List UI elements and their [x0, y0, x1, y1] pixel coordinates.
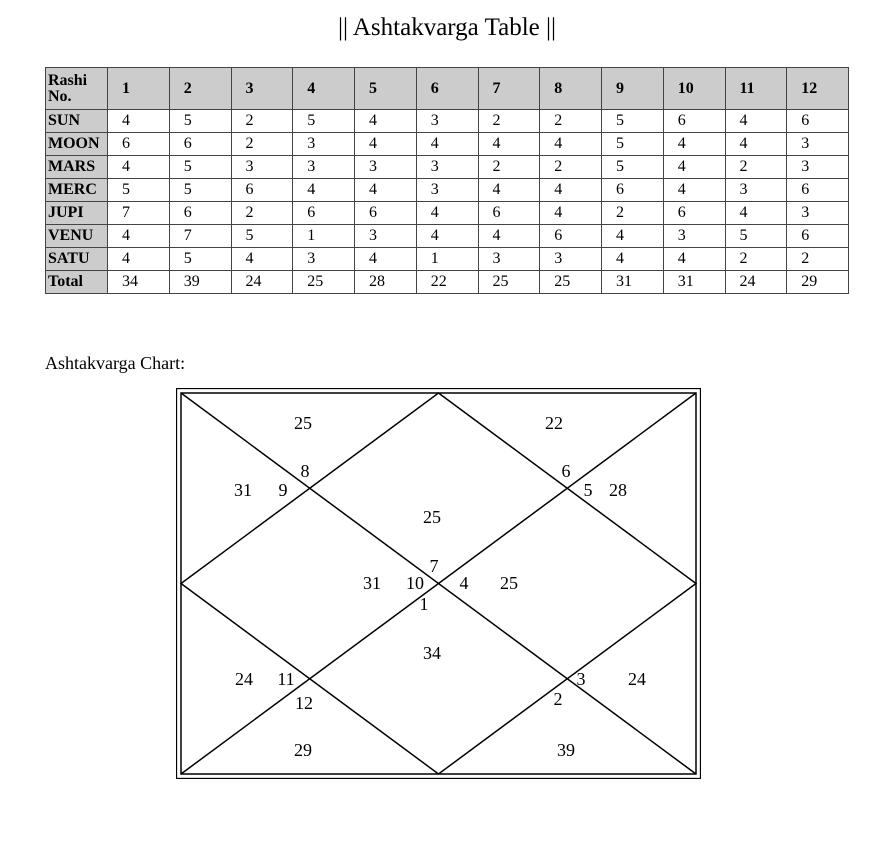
- house-rashi-number: 4: [459, 573, 469, 593]
- house-rashi-number: 6: [561, 461, 571, 481]
- table-cell: 3: [787, 133, 849, 156]
- table-cell: 4: [663, 179, 725, 202]
- row-planet-label: SATU: [46, 248, 108, 271]
- table-cell: 4: [725, 133, 787, 156]
- header-col: 2: [169, 68, 231, 110]
- table-cell: 31: [602, 271, 664, 294]
- table-cell: 3: [231, 156, 293, 179]
- table-cell: 6: [663, 110, 725, 133]
- table-cell: 4: [355, 110, 417, 133]
- table-cell: 6: [478, 202, 540, 225]
- table-cell: 2: [787, 248, 849, 271]
- house-rashi-number: 10: [406, 573, 424, 593]
- table-cell: 2: [725, 248, 787, 271]
- table-cell: 6: [540, 225, 602, 248]
- header-col: 4: [293, 68, 355, 110]
- table-row: [46, 225, 849, 248]
- table-cell: 7: [108, 202, 170, 225]
- page-title: || Ashtakvarga Table ||: [338, 14, 556, 41]
- table-cell: 28: [355, 271, 417, 294]
- table-cell: 5: [169, 110, 231, 133]
- table-cell: 2: [231, 133, 293, 156]
- table-cell: 5: [602, 156, 664, 179]
- table-cell: 4: [231, 248, 293, 271]
- table-cell: 6: [169, 202, 231, 225]
- table-row: [46, 271, 849, 294]
- table-cell: 6: [355, 202, 417, 225]
- header-col: 12: [787, 68, 849, 110]
- table-cell: 3: [663, 225, 725, 248]
- table-cell: 4: [602, 248, 664, 271]
- table-cell: 22: [416, 271, 478, 294]
- table-cell: 2: [478, 110, 540, 133]
- table-cell: 2: [478, 156, 540, 179]
- table-cell: 6: [231, 179, 293, 202]
- row-planet-label: MOON: [46, 133, 108, 156]
- row-planet-label: SUN: [46, 110, 108, 133]
- table-cell: 4: [663, 156, 725, 179]
- header-col: 9: [602, 68, 664, 110]
- house-rashi-number: 7: [429, 556, 439, 576]
- table-cell: 2: [231, 110, 293, 133]
- house-total: 22: [545, 413, 563, 433]
- ashtakvarga-chart: [176, 388, 701, 779]
- house-total: 28: [609, 480, 627, 500]
- house-rashi-number: 5: [583, 480, 593, 500]
- house-total: 34: [423, 643, 441, 663]
- house-rashi-number: 3: [576, 669, 586, 689]
- table-cell: 1: [416, 248, 478, 271]
- table-cell: 4: [725, 110, 787, 133]
- table-cell: 3: [725, 179, 787, 202]
- house-total: 25: [294, 413, 312, 433]
- table-cell: 4: [540, 202, 602, 225]
- table-cell: 6: [787, 110, 849, 133]
- table-cell: 2: [725, 156, 787, 179]
- house-rashi-number: 2: [553, 689, 563, 709]
- table-cell: 4: [108, 225, 170, 248]
- table-cell: 5: [725, 225, 787, 248]
- table-cell: 5: [169, 179, 231, 202]
- table-cell: 39: [169, 271, 231, 294]
- table-cell: 29: [787, 271, 849, 294]
- table-cell: 4: [663, 248, 725, 271]
- table-cell: 4: [416, 225, 478, 248]
- table-cell: 1: [293, 225, 355, 248]
- table-row: [46, 202, 849, 225]
- table-cell: 4: [663, 133, 725, 156]
- house-total: 24: [628, 669, 646, 689]
- table-cell: 25: [478, 271, 540, 294]
- header-col: 8: [540, 68, 602, 110]
- table-cell: 6: [787, 179, 849, 202]
- table-cell: 2: [602, 202, 664, 225]
- table-row: [46, 156, 849, 179]
- table-cell: 4: [108, 156, 170, 179]
- table-cell: 5: [169, 248, 231, 271]
- table-cell: 3: [293, 156, 355, 179]
- table-cell: 34: [108, 271, 170, 294]
- row-planet-label: JUPI: [46, 202, 108, 225]
- table-cell: 3: [416, 110, 478, 133]
- table-cell: 3: [478, 248, 540, 271]
- house-rashi-number: 12: [295, 693, 313, 713]
- house-total: 29: [294, 740, 312, 760]
- table-cell: 5: [602, 133, 664, 156]
- table-cell: 6: [108, 133, 170, 156]
- table-cell: 4: [540, 133, 602, 156]
- header-col: 3: [231, 68, 293, 110]
- table-header-row: [46, 68, 849, 110]
- header-col: 1: [108, 68, 170, 110]
- table-row: [46, 133, 849, 156]
- table-cell: 4: [355, 179, 417, 202]
- table-cell: 3: [787, 202, 849, 225]
- table-cell: 6: [787, 225, 849, 248]
- house-total: 24: [235, 669, 253, 689]
- house-total: 39: [557, 740, 575, 760]
- table-cell: 3: [293, 248, 355, 271]
- table-cell: 4: [416, 133, 478, 156]
- row-planet-label: VENU: [46, 225, 108, 248]
- table-cell: 3: [787, 156, 849, 179]
- table-cell: 2: [540, 110, 602, 133]
- table-cell: 7: [169, 225, 231, 248]
- table-cell: 4: [416, 202, 478, 225]
- table-cell: 25: [293, 271, 355, 294]
- table-cell: 4: [540, 179, 602, 202]
- header-rashi-no: Rashi No.: [46, 68, 108, 110]
- ashtakvarga-table: [45, 67, 849, 294]
- house-total: 31: [363, 573, 381, 593]
- row-planet-label: MERC: [46, 179, 108, 202]
- row-planet-label: MARS: [46, 156, 108, 179]
- header-col: 11: [725, 68, 787, 110]
- house-rashi-number: 8: [300, 461, 310, 481]
- table-cell: 3: [355, 156, 417, 179]
- table-cell: 24: [725, 271, 787, 294]
- table-cell: 4: [478, 179, 540, 202]
- chart-lines: [176, 388, 701, 779]
- table-cell: 4: [725, 202, 787, 225]
- table-cell: 4: [478, 225, 540, 248]
- chart-heading: Ashtakvarga Chart:: [45, 353, 186, 373]
- table-cell: 3: [416, 156, 478, 179]
- house-rashi-number: 9: [278, 480, 288, 500]
- table-cell: 4: [602, 225, 664, 248]
- table-cell: 4: [478, 133, 540, 156]
- table-cell: 2: [231, 202, 293, 225]
- house-rashi-number: 11: [277, 669, 295, 689]
- house-total: 31: [234, 480, 252, 500]
- table-row: [46, 110, 849, 133]
- table-cell: 5: [293, 110, 355, 133]
- table-cell: 4: [355, 133, 417, 156]
- table-cell: 6: [663, 202, 725, 225]
- table-cell: 4: [108, 248, 170, 271]
- table-cell: 25: [540, 271, 602, 294]
- header-col: 5: [355, 68, 417, 110]
- table-cell: 24: [231, 271, 293, 294]
- table-cell: 5: [602, 110, 664, 133]
- header-col: 6: [416, 68, 478, 110]
- table-cell: 6: [293, 202, 355, 225]
- table-cell: 3: [293, 133, 355, 156]
- table-cell: 6: [169, 133, 231, 156]
- table-cell: 4: [355, 248, 417, 271]
- table-cell: 31: [663, 271, 725, 294]
- table-cell: 5: [231, 225, 293, 248]
- house-total: 25: [500, 573, 518, 593]
- house-total: 25: [423, 507, 441, 527]
- table-row: [46, 179, 849, 202]
- header-col: 10: [663, 68, 725, 110]
- table-cell: 5: [108, 179, 170, 202]
- table-cell: 3: [355, 225, 417, 248]
- table-cell: 4: [108, 110, 170, 133]
- table-cell: 3: [416, 179, 478, 202]
- table-row: [46, 248, 849, 271]
- table-cell: 3: [540, 248, 602, 271]
- table-cell: 2: [540, 156, 602, 179]
- row-planet-label: Total: [46, 271, 108, 294]
- header-col: 7: [478, 68, 540, 110]
- table-cell: 5: [169, 156, 231, 179]
- house-rashi-number: 1: [419, 594, 429, 614]
- table-cell: 4: [293, 179, 355, 202]
- table-cell: 6: [602, 179, 664, 202]
